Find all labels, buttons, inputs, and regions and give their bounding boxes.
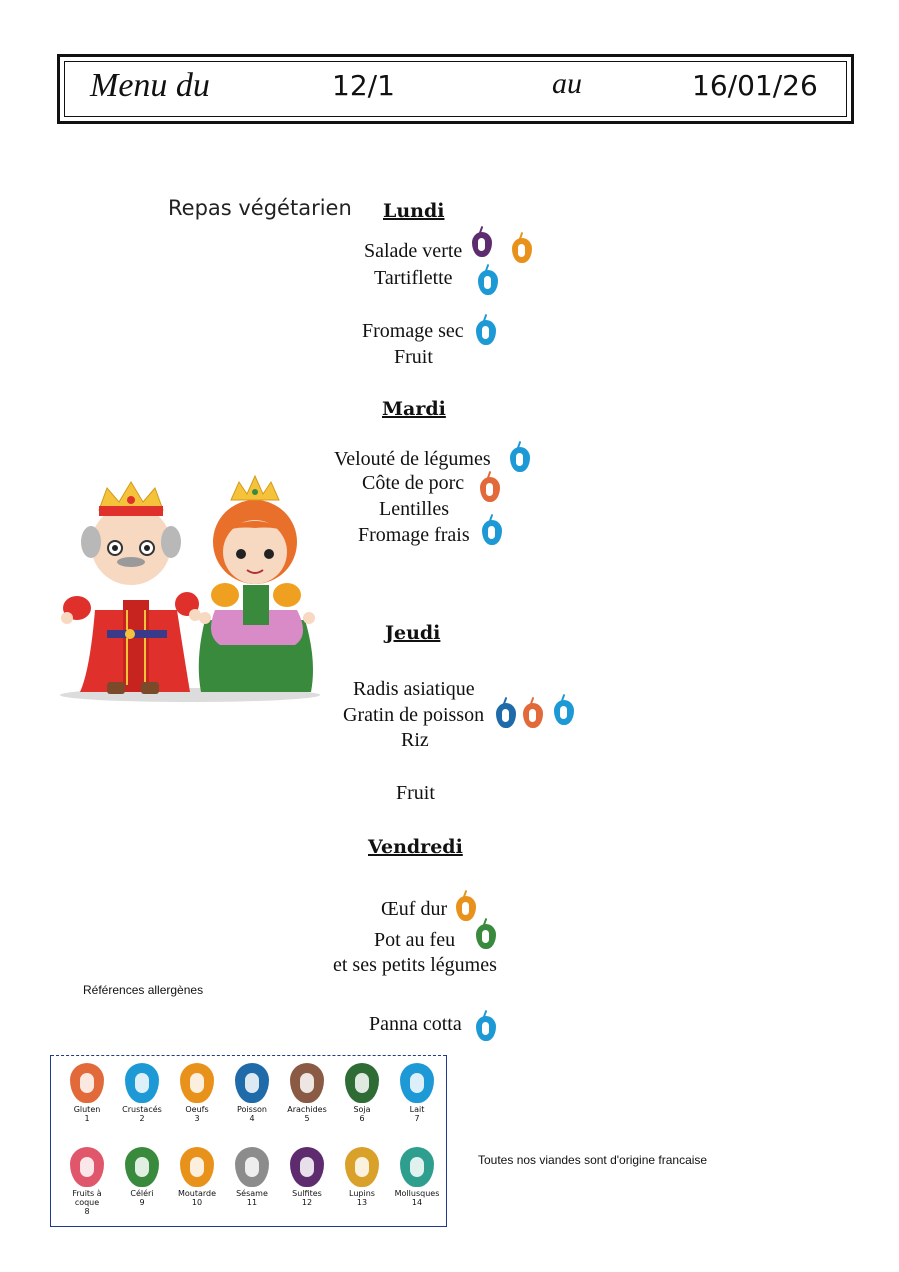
dish-cote-de-porc: Côte de porc — [362, 472, 465, 494]
allergen-name: Crustacés — [122, 1105, 162, 1114]
lupin-icon — [345, 1147, 379, 1187]
allergen-number: 9 — [139, 1198, 145, 1207]
dish-fruit: Fruit — [394, 346, 433, 368]
dish-veloute: Velouté de légumes — [334, 448, 491, 470]
allergen-name: Céléri — [130, 1189, 154, 1198]
allergen-number: 4 — [249, 1114, 255, 1123]
allergen-reference-label: Références allergènes — [83, 983, 204, 997]
allergen-item — [59, 1063, 115, 1123]
gluten-icon — [480, 477, 500, 502]
egg-icon — [456, 896, 476, 921]
allergen-item — [279, 1147, 335, 1207]
allergen-item — [389, 1063, 445, 1123]
soy-icon — [345, 1063, 379, 1103]
milk-icon — [400, 1063, 434, 1103]
allergen-item — [59, 1147, 115, 1216]
allergen-name: Mollusques — [394, 1189, 440, 1198]
king-queen-illustration — [55, 470, 325, 705]
allergen-item — [334, 1063, 390, 1123]
king-figure — [61, 482, 201, 694]
dish-fruit: Fruit — [396, 782, 435, 804]
allergen-number: 5 — [304, 1114, 310, 1123]
allergen-number: 11 — [246, 1198, 258, 1207]
allergen-item — [224, 1147, 280, 1207]
dish-panna-cotta: Panna cotta — [369, 1013, 462, 1035]
allergen-item — [334, 1147, 390, 1207]
crab-icon — [125, 1063, 159, 1103]
menu-title: Menu du — [90, 67, 210, 104]
gluten-icon — [523, 703, 543, 728]
dish-riz: Riz — [401, 729, 429, 751]
allergen-number: 10 — [191, 1198, 203, 1207]
allergen-name: Sésame — [236, 1189, 268, 1198]
allergen-legend — [50, 1055, 447, 1227]
wheat-icon — [70, 1063, 104, 1103]
allergen-item — [389, 1147, 445, 1207]
allergen-name: Soja — [353, 1105, 371, 1114]
dish-fromage-sec: Fromage sec — [362, 320, 464, 342]
day-heading-vendredi: Vendredi — [368, 836, 463, 858]
dish-gratin-de-poisson: Gratin de poisson — [343, 704, 485, 726]
allergen-item — [169, 1147, 225, 1207]
date-connector: au — [552, 67, 582, 100]
allergen-number: 13 — [356, 1198, 368, 1207]
allergen-name: Oeufs — [185, 1105, 209, 1114]
allergen-item — [224, 1063, 280, 1123]
milk-icon — [510, 447, 530, 472]
allergen-item — [279, 1063, 335, 1123]
menu-header — [57, 54, 854, 124]
allergen-item — [114, 1063, 170, 1123]
milk-icon — [478, 270, 498, 295]
shell-icon — [400, 1147, 434, 1187]
egg-icon — [180, 1063, 214, 1103]
queen-figure — [199, 476, 315, 692]
allergen-item — [114, 1147, 170, 1207]
nut-icon — [70, 1147, 104, 1187]
allergen-name: Gluten — [73, 1105, 101, 1114]
allergen-number: 1 — [84, 1114, 90, 1123]
dish-tartiflette: Tartiflette — [374, 267, 453, 289]
milk-icon — [554, 700, 574, 725]
sulfites-icon — [472, 232, 492, 257]
allergen-name: Poisson — [237, 1105, 267, 1114]
allergen-name: Lait — [409, 1105, 425, 1114]
milk-icon — [482, 520, 502, 545]
dish-lentilles: Lentilles — [379, 498, 449, 520]
egg-icon — [512, 238, 532, 263]
allergen-item — [169, 1063, 225, 1123]
celery-icon — [476, 924, 496, 949]
vegetarian-label: Repas végétarien — [168, 196, 352, 220]
sulfite-icon — [290, 1147, 324, 1187]
dish-pot-au-feu: Pot au feu — [374, 929, 456, 951]
end-date: 16/01/26 — [692, 69, 818, 102]
allergen-name: Fruits à coque — [72, 1189, 102, 1207]
milk-icon — [476, 1016, 496, 1041]
dish-salade-verte: Salade verte — [364, 240, 463, 262]
allergen-name: Moutarde — [177, 1189, 217, 1198]
dish-oeuf-dur: Œuf dur — [381, 898, 448, 920]
day-heading-mardi: Mardi — [382, 398, 446, 420]
allergen-name: Lupins — [349, 1189, 375, 1198]
allergen-number: 12 — [301, 1198, 313, 1207]
sesame-icon — [235, 1147, 269, 1187]
milk-icon — [476, 320, 496, 345]
mustard-icon — [180, 1147, 214, 1187]
allergen-name: Sulfites — [292, 1189, 322, 1198]
dish-petits-legumes: et ses petits légumes — [333, 954, 497, 976]
dish-fromage-frais: Fromage frais — [358, 524, 470, 546]
allergen-number: 8 — [84, 1207, 90, 1216]
origin-note: Toutes nos viandes sont d'origine francaise — [478, 1153, 708, 1167]
allergen-name: Arachides — [287, 1105, 327, 1114]
fish-icon — [235, 1063, 269, 1103]
celery-icon — [125, 1147, 159, 1187]
dish-radis-asiatique: Radis asiatique — [353, 678, 475, 700]
start-date: 12/1 — [332, 69, 395, 102]
allergen-number: 6 — [359, 1114, 365, 1123]
allergen-number: 3 — [194, 1114, 200, 1123]
day-heading-jeudi: Jeudi — [385, 622, 441, 644]
allergen-number: 14 — [411, 1198, 423, 1207]
fish-icon — [496, 703, 516, 728]
allergen-number: 2 — [139, 1114, 145, 1123]
peanut-icon — [290, 1063, 324, 1103]
allergen-number: 7 — [414, 1114, 420, 1123]
day-heading-lundi: Lundi — [383, 200, 445, 222]
